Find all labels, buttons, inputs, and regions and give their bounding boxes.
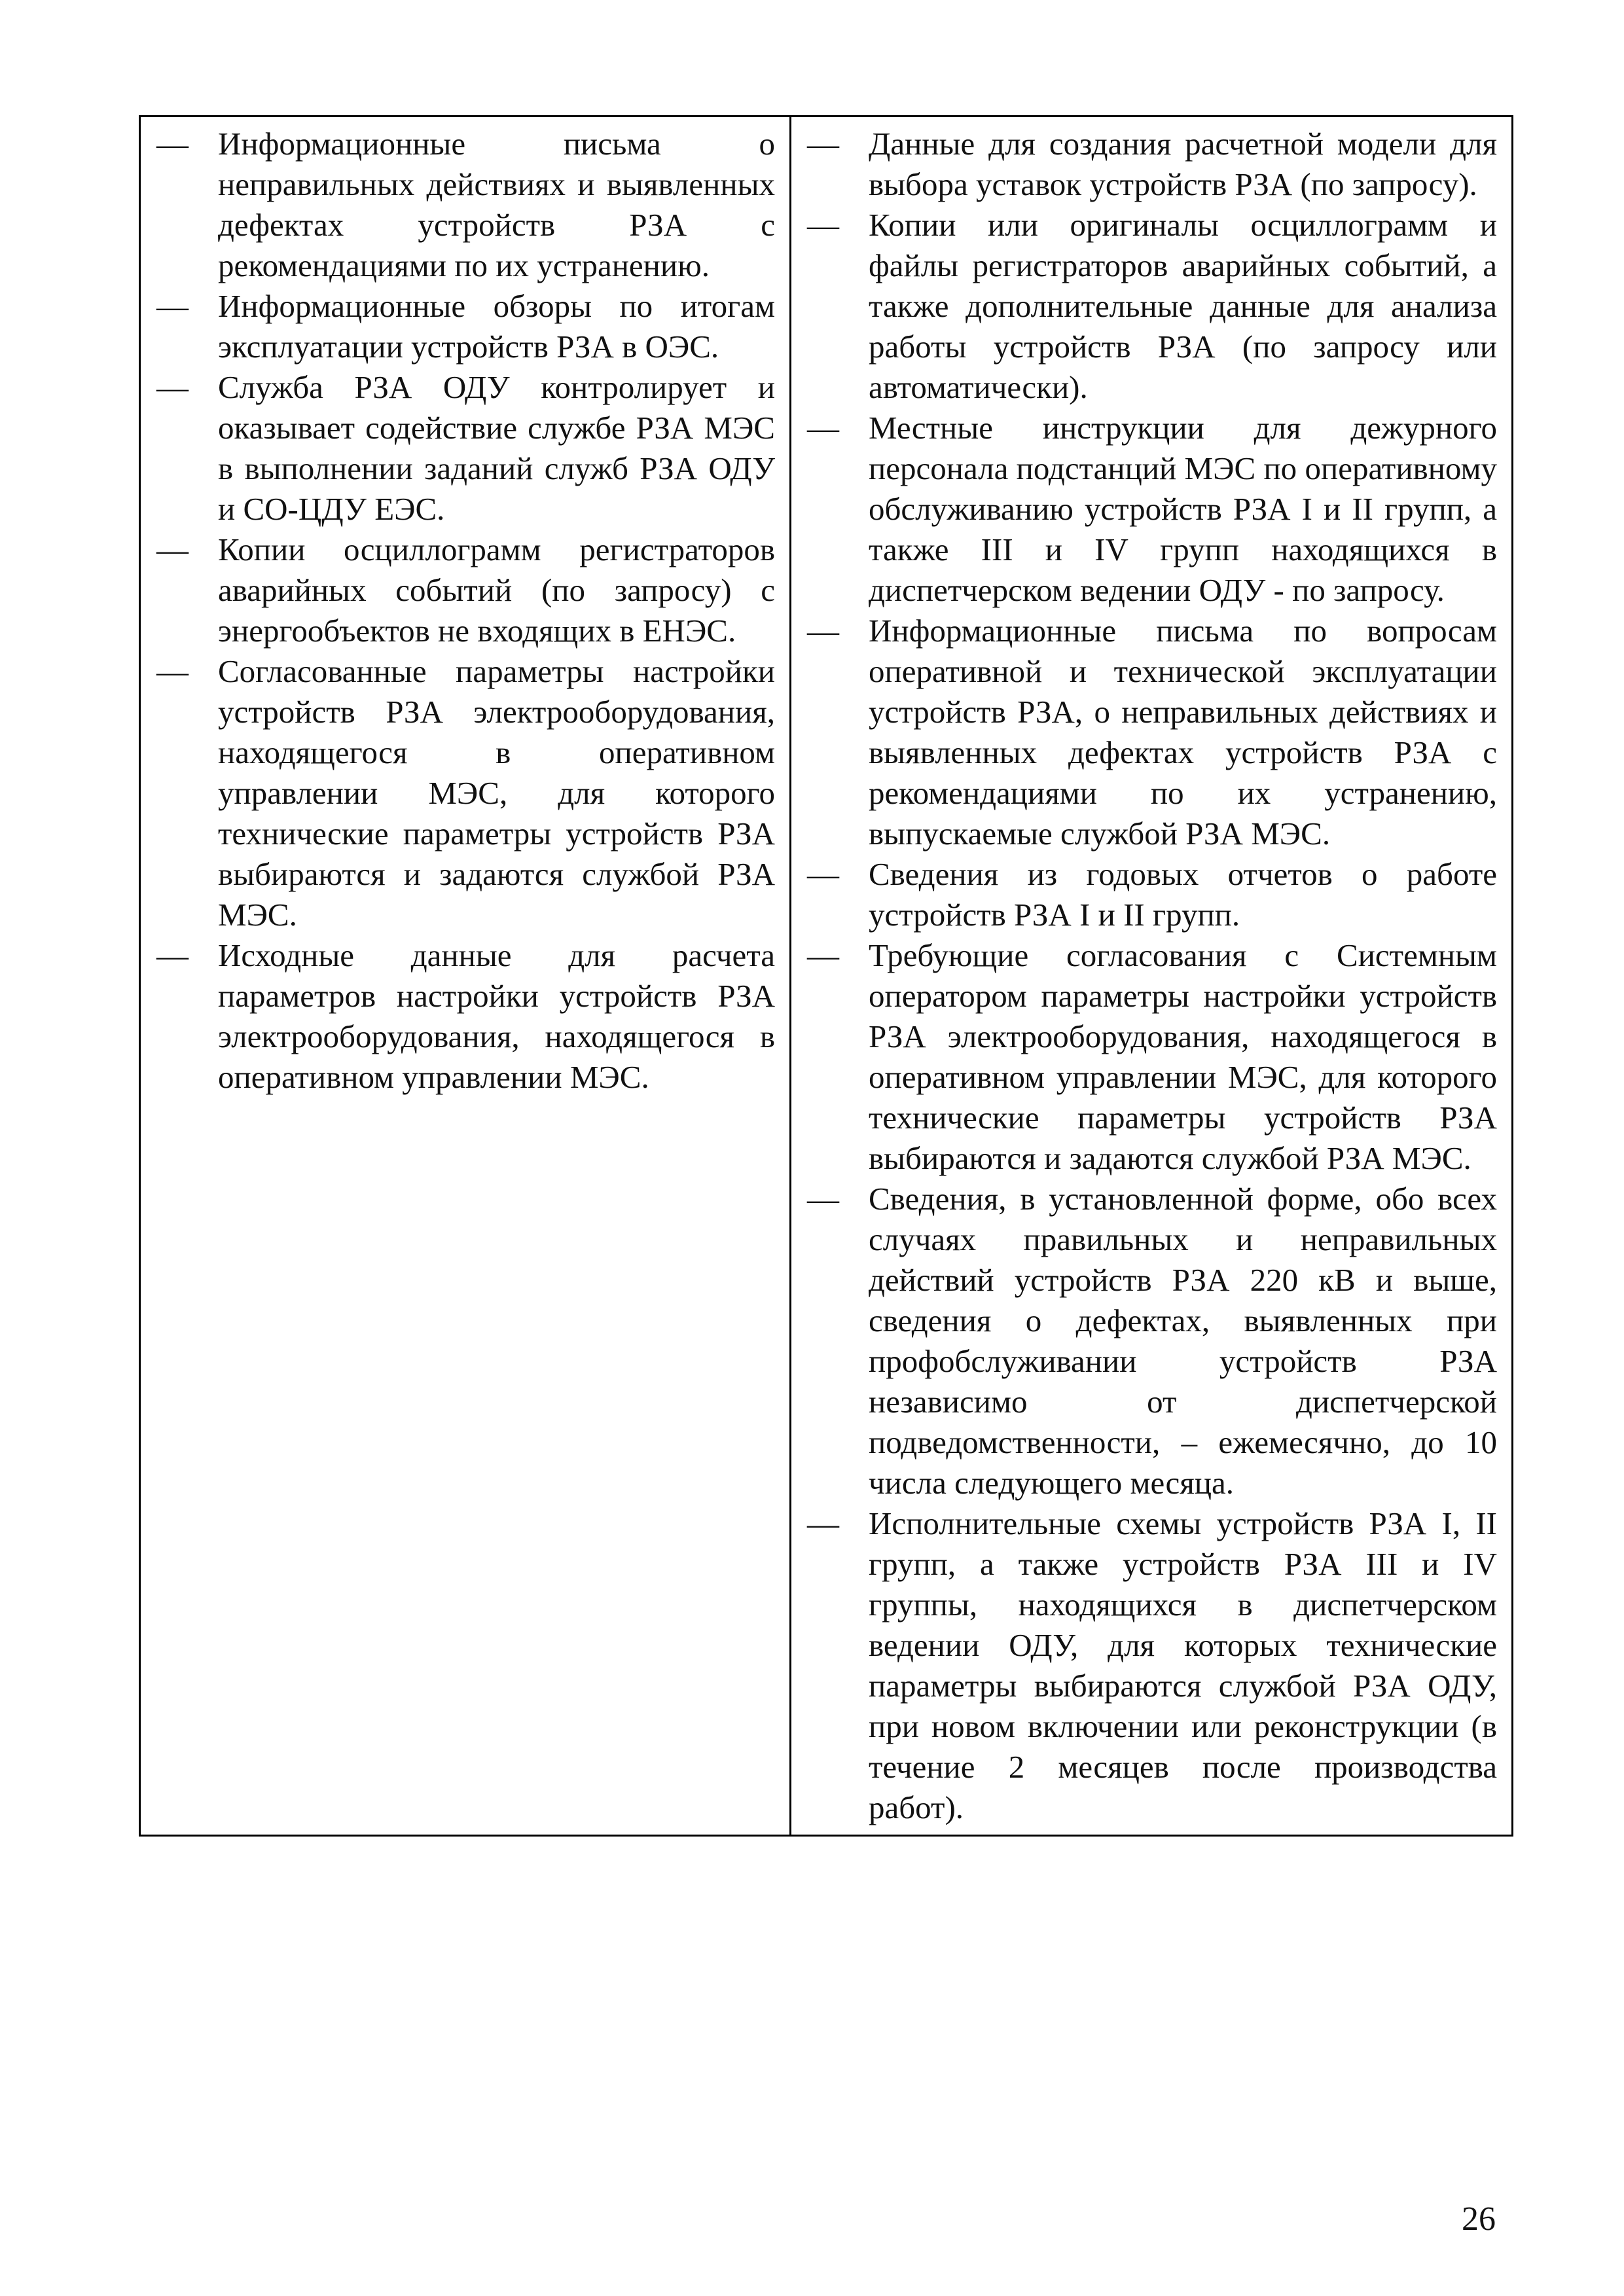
list-item-text: Информационные письма о неправильных действиях и выявленных дефектах устройств РЗА с рекомендациями по их устранению.: [218, 126, 775, 283]
list-item-text: Местные инструкции для дежурного персонала подстанций МЭС по оперативному обслуживанию устройств РЗА I и II групп, а также III и IV групп находящихся в диспетчерском ведении ОДУ - по запросу.: [869, 410, 1497, 608]
list-item: [791, 611, 1497, 854]
list-item: [791, 1179, 1497, 1503]
list-item-text: Исходные данные для расчета параметров настройки устройств РЗА электрооборудования, находящегося в оперативном управлении МЭС.: [218, 937, 775, 1095]
list-item-text: Сведения из годовых отчетов о работе устройств РЗА I и II групп.: [869, 856, 1497, 933]
page-number: 26: [1462, 2200, 1496, 2238]
list-item-text: Сведения, в установленной форме, обо всех случаях правильных и неправильных действий устройств РЗА 220 кВ и выше, сведения о дефектах, выявленных при профобслуживании устройств РЗА независимо от диспетчерской подведомственности, – ежемесячно, до 10 числа следующего месяца.: [869, 1181, 1497, 1501]
list-item: [791, 408, 1497, 611]
dash-bullet: —: [156, 937, 189, 973]
dash-bullet: —: [156, 288, 189, 324]
dash-bullet: —: [156, 531, 189, 567]
list-item-text: Требующие согласования с Системным оператором параметры настройки устройств РЗА электрооборудования, находящегося в оперативном управлении МЭС, для которого технические параметры устройств РЗА выбираются и задаются службой РЗА МЭС.: [869, 937, 1497, 1176]
list-item-text: Информационные письма по вопросам оперативной и технической эксплуатации устройств РЗА, о неправильных действиях и выявленных дефектах устройств РЗА с рекомендациями по их устранению, выпускаемые службой РЗА МЭС.: [869, 613, 1497, 852]
left-column-list: [141, 124, 775, 1098]
list-item-text: Копии осциллограмм регистраторов аварийных событий (по запросу) с энергообъектов не входящих в ЕНЭС.: [218, 531, 775, 649]
dash-bullet: —: [807, 937, 839, 973]
list-item-text: Данные для создания расчетной модели для выбора уставок устройств РЗА (по запросу).: [869, 126, 1497, 202]
list-item-text: Согласованные параметры настройки устройств РЗА электрооборудования, находящегося в оперативном управлении МЭС, для которого технические параметры устройств РЗА выбираются и задаются службой РЗА МЭС.: [218, 653, 775, 933]
list-item: [141, 935, 775, 1098]
left-column-cell: [140, 117, 791, 1836]
list-item-text: Информационные обзоры по итогам эксплуатации устройств РЗА в ОЭС.: [218, 288, 775, 365]
dash-bullet: —: [807, 856, 839, 892]
right-column-list: [791, 124, 1497, 1828]
dash-bullet: —: [807, 410, 839, 446]
dash-bullet: —: [807, 126, 839, 162]
dash-bullet: —: [807, 1505, 839, 1541]
list-item: [791, 1503, 1497, 1828]
right-column-cell: [791, 117, 1513, 1836]
two-column-table: [139, 115, 1513, 1837]
list-item-text: Исполнительные схемы устройств РЗА I, II групп, а также устройств РЗА III и IV группы, находящихся в диспетчерском ведении ОДУ, для которых технические параметры выбираются службой РЗА ОДУ, при новом включении или реконструкции (в течение 2 месяцев после производства работ).: [869, 1505, 1497, 1825]
dash-bullet: —: [807, 207, 839, 243]
list-item-text: Служба РЗА ОДУ контролирует и оказывает содействие службе РЗА МЭС в выполнении заданий служб РЗА ОДУ и СО-ЦДУ ЕЭС.: [218, 369, 775, 527]
dash-bullet: —: [807, 1181, 839, 1217]
list-item: [791, 205, 1497, 408]
list-item-text: Копии или оригиналы осциллограмм и файлы регистраторов аварийных событий, а также дополнительные данные для анализа работы устройств РЗА (по запросу или автоматически).: [869, 207, 1497, 405]
dash-bullet: —: [156, 126, 189, 162]
list-item: [141, 124, 775, 286]
dash-bullet: —: [156, 369, 189, 405]
list-item: [141, 651, 775, 935]
list-item: [791, 935, 1497, 1179]
list-item: [141, 529, 775, 651]
table-row: [140, 117, 1513, 1836]
dash-bullet: —: [807, 613, 839, 649]
list-item: [791, 854, 1497, 935]
dash-bullet: —: [156, 653, 189, 689]
list-item: [141, 286, 775, 367]
list-item: [791, 124, 1497, 205]
list-item: [141, 367, 775, 529]
